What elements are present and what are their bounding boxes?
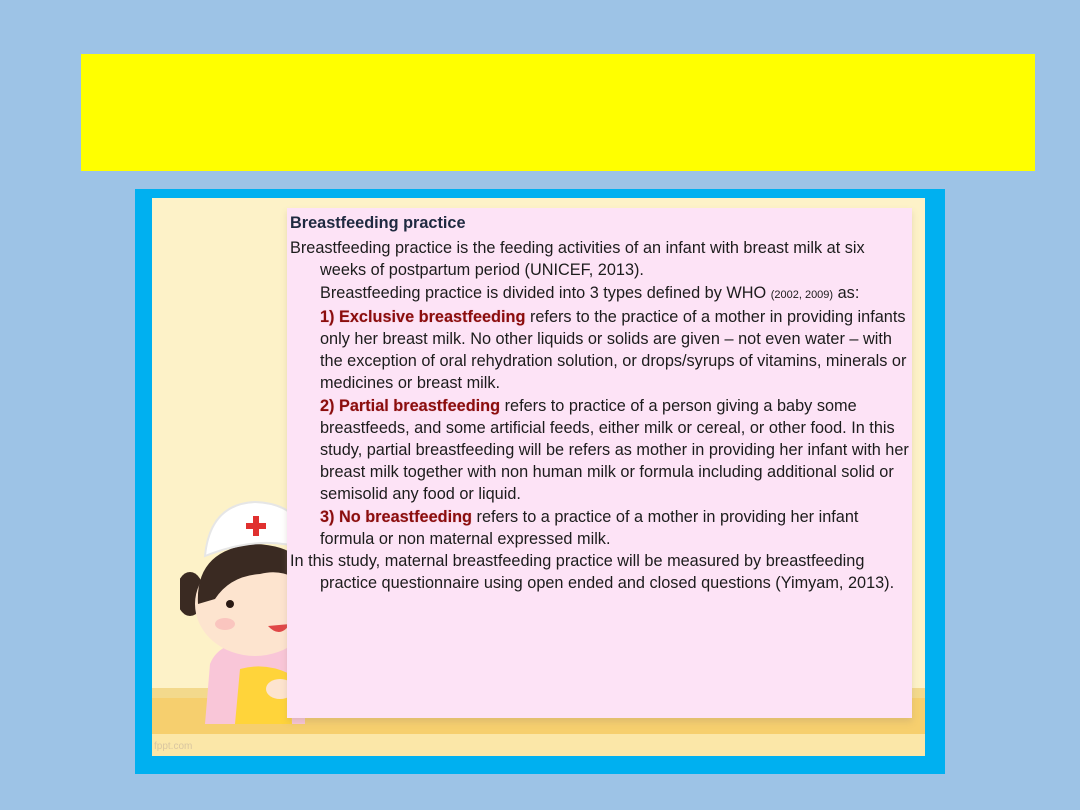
slide-image [152, 198, 925, 756]
list-item [290, 395, 915, 506]
conclusion-text: In this study, maternal breastfeeding practice will be measured by breastfeeding practice questionnaire using open ended and closed questions (Yimyam, 2013). [290, 552, 895, 593]
conclusion-paragraph [290, 550, 915, 594]
intro-second: Breastfeeding practice is divided into 3 types defined by WHO [320, 283, 767, 302]
definition-none: refers to a practice of a mother in providing her infant formula or non maternal expressed milk. [320, 507, 859, 548]
term-none: 3) No breastfeeding [320, 507, 472, 526]
intro-paragraph [290, 237, 915, 281]
slide-footer: fppt.com [154, 741, 193, 752]
slide-floor-light [152, 734, 925, 756]
term-partial: 2) Partial breastfeeding [320, 396, 501, 415]
section-heading: Breastfeeding practice [290, 214, 466, 232]
definition-partial: refers to practice of a person giving a baby some breastfeeds, and some artificial feeds, either milk or cereal, or other food. In this study, partial breastfeeding will be refers as mother in providing her infant with her breast milk together with non human milk or formula including additional solid or semisolid any food or liquid. [320, 396, 909, 504]
title-bar [81, 54, 1035, 171]
intro-types [290, 282, 915, 306]
text-content [290, 212, 915, 594]
slide-frame [135, 189, 945, 774]
intro-first: Breastfeeding practice is the feeding activities of an infant with breast milk at six weeks of postpartum period (UNICEF, 2013). [290, 239, 865, 280]
list-item [290, 506, 915, 550]
term-exclusive: 1) Exclusive breastfeeding [320, 307, 526, 326]
list-item [290, 306, 915, 395]
intro-suffix: as: [837, 283, 860, 302]
nurse-eye [226, 600, 234, 608]
nurse-cheek [215, 618, 235, 630]
definition-exclusive: refers to the practice of a mother in providing infants only her breast milk. No other liquids or solids are given – not even water – with the exception of oral rehydration solution, or drops/syrups of vitamins, minerals or medicines or breast milk. [320, 307, 907, 393]
intro-citation: (2002, 2009) [770, 288, 834, 301]
